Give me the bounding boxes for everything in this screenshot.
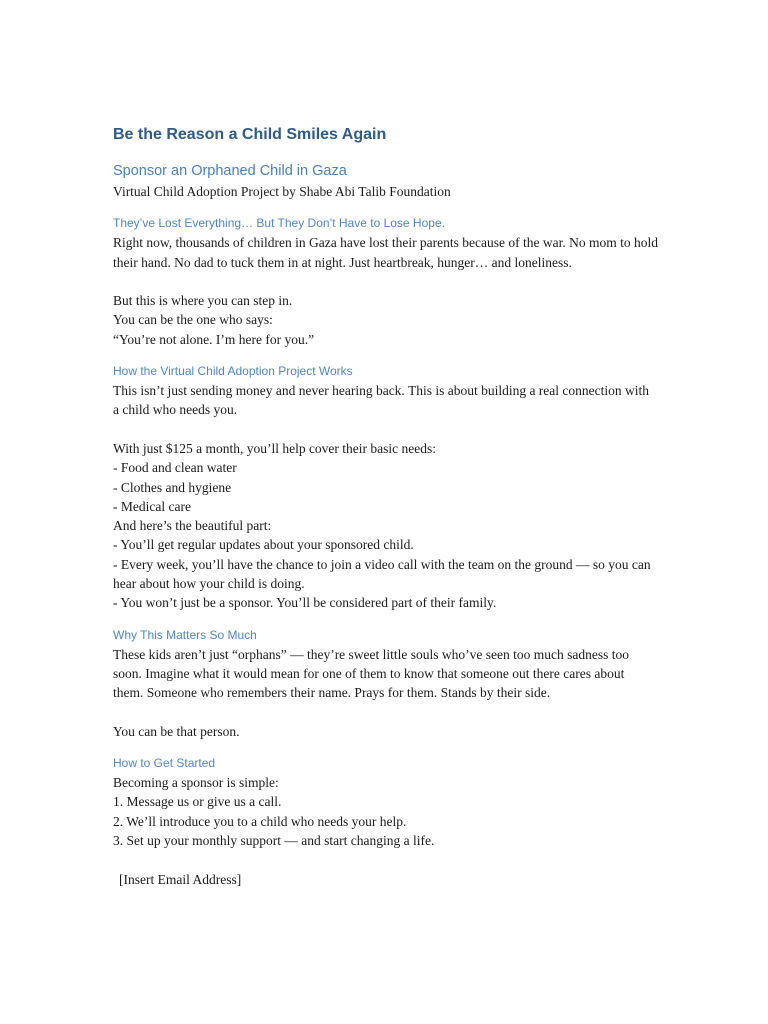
paragraph-line: You can be that person. <box>113 723 240 739</box>
step-item: 3. Set up your monthly support — and start changing a life. <box>113 833 435 849</box>
step-item: 1. Message us or give us a call. <box>113 794 282 810</box>
paragraph-line: You can be the one who says: <box>113 312 273 328</box>
list-item: - You’ll get regular updates about your sponsored child. <box>113 537 414 553</box>
paragraph-gap <box>113 850 658 869</box>
paragraph-gap <box>113 420 658 439</box>
paragraph-gap <box>113 703 658 722</box>
list-item: - Medical care <box>113 498 191 514</box>
document-page <box>113 124 662 889</box>
paragraph-line: But this is where you can step in. <box>113 293 293 309</box>
document-title: Be the Reason a Child Smiles Again <box>113 126 387 143</box>
paragraph: These kids aren’t just “orphans” — they’re sweet little souls who’ve seen too much sadness too soon. Imagine what it would mean for one of them to know that someone out there cares about them. Someone who remembers their name. Prays for them. Stands by their side. <box>113 646 633 701</box>
section-heading-how-it-works: How the Virtual Child Adoption Project Works <box>113 364 353 379</box>
byline: Virtual Child Adoption Project by Shabe Abi Talib Foundation <box>113 184 451 199</box>
section-heading-why-it-matters: Why This Matters So Much <box>113 627 257 642</box>
email-placeholder: [Insert Email Address] <box>119 871 242 887</box>
paragraph-gap <box>113 272 658 291</box>
list-item: - You won’t just be a sponsor. You’ll be considered part of their family. <box>113 595 497 611</box>
quote-line: “You’re not alone. I’m here for you.” <box>113 331 315 347</box>
paragraph: This isn’t just sending money and never hearing back. This is about building a real connection with a child who needs you. <box>113 383 653 418</box>
section-heading-lost-everything: They’ve Lost Everything… But They Don’t Have to Lose Hope. <box>113 216 445 231</box>
document-subtitle: Sponsor an Orphaned Child in Gaza <box>113 163 347 179</box>
list-item: - Food and clean water <box>113 460 237 476</box>
step-item: 2. We’ll introduce you to a child who needs your help. <box>113 813 407 829</box>
paragraph-line: And here’s the beautiful part: <box>113 518 272 534</box>
list-item: - Every week, you’ll have the chance to join a video call with the team on the ground — so you can hear about how your child is doing. <box>113 556 654 592</box>
paragraph-line: Becoming a sponsor is simple: <box>113 775 279 791</box>
paragraph-line: With just $125 a month, you’ll help cover their basic needs: <box>113 440 437 456</box>
list-item: - Clothes and hygiene <box>113 479 232 495</box>
section-heading-get-started: How to Get Started <box>113 756 216 771</box>
paragraph: Right now, thousands of children in Gaza have lost their parents because of the war. No mom to hold their hand. No dad to tuck them in at night. Just heartbreak, hunger… and loneliness. <box>113 235 662 270</box>
